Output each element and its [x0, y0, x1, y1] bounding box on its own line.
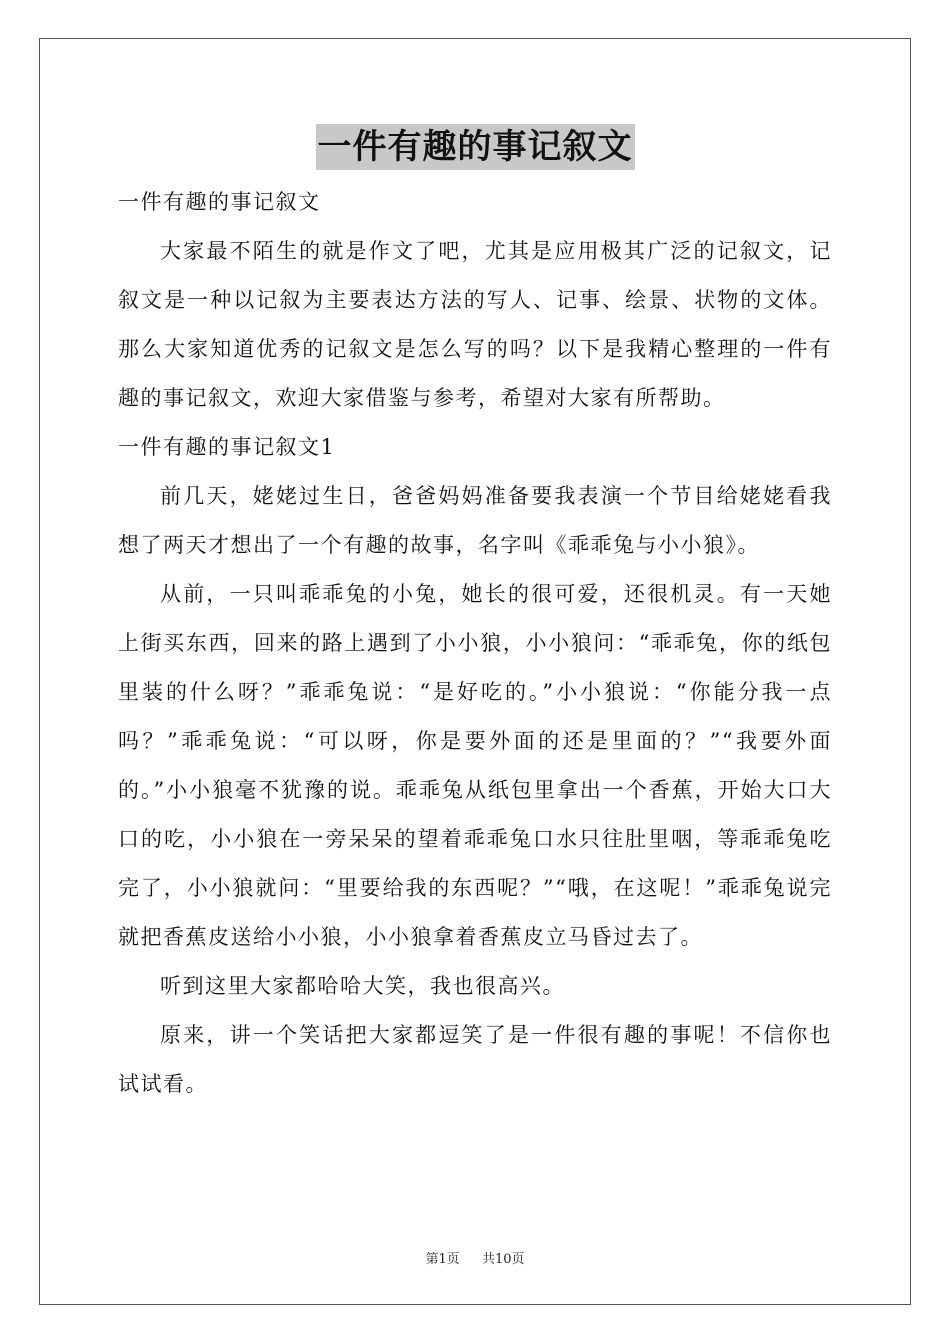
- page-number-current: 第1页: [425, 1252, 460, 1267]
- paragraph-subtitle: 一件有趣的事记叙文: [118, 190, 321, 214]
- paragraph: 从前，一只叫乖乖兔的小兔，她长的很可爱，还很机灵。有一天她上街买东西，回来的路上遇到了小小狼，小小狼问：“乖乖兔，你的纸包里装的什么呀？”乖乖兔说：“是好吃的。”小小狼说：“你能分我一点吗？”乖乖兔说：“可以呀，你是要外面的还是里面的？”“我要外面的。”小小狼毫不犹豫的说。乖乖兔从纸包里拿出一个香蕉，开始大口大口的吃，小小狼在一旁呆呆的望着乖乖兔口水只往肚里咽，等乖乖兔吃完了，小小狼就问：“里要给我的东西呢？”“哦，在这呢！”乖乖兔说完就把香蕉皮送给小小狼，小小狼拿着香蕉皮立马昏过去了。: [118, 582, 832, 949]
- title-wrap: [0, 124, 950, 170]
- document-title: 一件有趣的事记叙文: [316, 124, 635, 170]
- paragraph: 前几天，姥姥过生日，爸爸妈妈准备要我表演一个节目给姥姥看我想了两天才想出了一个有趣的故事，名字叫《乖乖兔与小小狼》。: [118, 484, 832, 557]
- paragraph-section-heading: 一件有趣的事记叙文1: [118, 435, 336, 459]
- page-number-total: 共10页: [482, 1252, 525, 1267]
- document-body: [118, 178, 832, 1109]
- paragraph: 原来，讲一个笑话把大家都逗笑了是一件很有趣的事呢！不信你也试试看。: [118, 1023, 832, 1096]
- page-footer: [0, 1248, 950, 1267]
- paragraph: 听到这里大家都哈哈大笑，我也很高兴。: [160, 974, 565, 998]
- paragraph-intro: 大家最不陌生的就是作文了吧，尤其是应用极其广泛的记叙文，记叙文是一种以记叙为主要表达方法的写人、记事、绘景、状物的文体。那么大家知道优秀的记叙文是怎么写的吗？以下是我精心整理的一件有趣的事记叙文，欢迎大家借鉴与参考，希望对大家有所帮助。: [118, 239, 832, 410]
